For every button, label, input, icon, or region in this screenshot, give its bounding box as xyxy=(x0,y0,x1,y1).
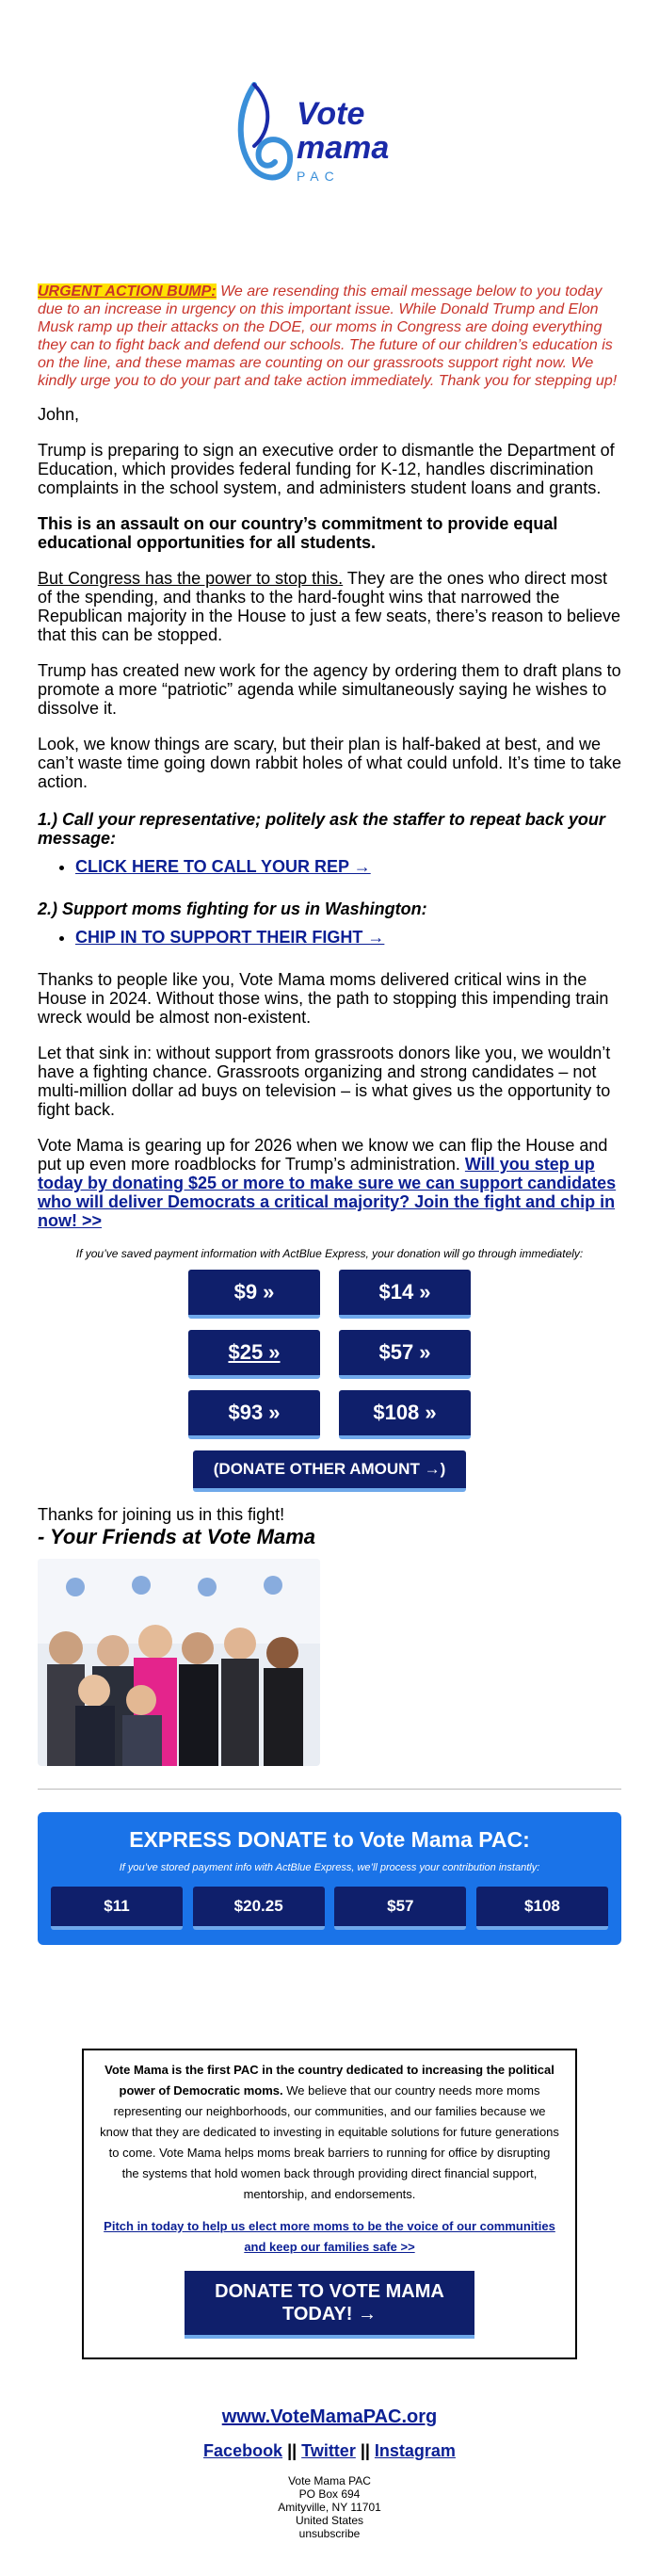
step-1-heading: 1.) Call your representative; politely ask the staffer to repeat back your message: xyxy=(38,810,605,848)
signature: - Your Friends at Vote Mama xyxy=(38,1525,316,1548)
donate-14-button[interactable]: $14 » xyxy=(339,1270,471,1319)
call-rep-link[interactable]: CLICK HERE TO CALL YOUR REP → xyxy=(75,857,371,876)
website-link[interactable]: www.VoteMamaPAC.org xyxy=(221,2406,438,2427)
address-line-2: PO Box 694 xyxy=(298,2487,361,2501)
about-lead: Vote Mama is the first PAC in the country dedicated to increasing the political power of Democratic moms. xyxy=(104,2063,555,2098)
step-2-heading: 2.) Support moms fighting for us in Washington: xyxy=(38,899,427,918)
express-donate-108-button[interactable]: $108 xyxy=(476,1887,608,1930)
urgent-text: We are resending this email message below to you today due to an increase in urgency on this important issue. While Donald Trump and Elon Musk ramp up their attacks on the DOE, our moms in Congress are doing everything they can to fight back and defend our schools. The future of our children’s education is on the line, and these mamas are counting on our grassroots support right now. We kindly urge you to do your part and take action immediately. Thank you for stepping up! xyxy=(38,284,618,389)
donate-25-button[interactable]: $25 » xyxy=(188,1330,320,1379)
express-subtitle: If you’ve stored payment info with ActBlue Express, we’ll process your contribution instantly: xyxy=(119,1862,540,1873)
pitch-in-link[interactable]: Pitch in today to help us elect more moms to be the voice of our communities and keep our families safe >> xyxy=(104,2219,555,2254)
facebook-link[interactable]: Facebook xyxy=(203,2441,283,2460)
paragraph-8-text: Vote Mama is gearing up for 2026 when we know we can flip the House and put up even more roadblocks for Trump’s administration. xyxy=(38,1136,608,1174)
social-separator-1: || xyxy=(282,2441,302,2460)
express-title: EXPRESS DONATE to Vote Mama PAC: xyxy=(129,1827,530,1852)
step-1-item xyxy=(75,857,621,877)
paragraph-3-underlined: But Congress has the power to stop this. xyxy=(38,569,344,588)
address-line-4: United States xyxy=(295,2514,364,2527)
group-photo-image xyxy=(38,1559,320,1766)
step-1-list xyxy=(38,857,621,877)
paragraph-1: Trump is preparing to sign an executive order to dismantle the Department of Education, which provides federal funding for K-12, handles discrimination complaints in the school system, and administers student loans and grants. xyxy=(38,441,615,497)
twitter-link[interactable]: Twitter xyxy=(301,2441,356,2460)
paragraph-5: Look, we know things are scary, but their plan is half-baked at best, and we can’t waste time going down rabbit holes of what could unfold. It’s time to take action. xyxy=(38,735,622,791)
express-donate-20-25-button[interactable]: $20.25 xyxy=(193,1887,325,1930)
thanks-text: Thanks for joining us in this fight! xyxy=(38,1505,285,1524)
social-links xyxy=(38,2441,621,2461)
express-donate-57-button[interactable]: $57 xyxy=(334,1887,466,1930)
express-donate-panel xyxy=(38,1812,621,1945)
email-body xyxy=(38,0,621,2568)
donate-to-vote-mama-button[interactable]: DONATE TO VOTE MAMA TODAY! → xyxy=(185,2271,474,2339)
donate-57-button[interactable]: $57 » xyxy=(339,1330,471,1379)
paragraph-4: Trump has created new work for the agency by ordering them to draft plans to promote a more “patriotic” agenda while simultaneously saying he wishes to dissolve it. xyxy=(38,661,621,718)
actblue-note: If you’ve saved payment information with ActBlue Express, your donation will go through immediately: xyxy=(75,1247,584,1260)
about-body: We believe that our country needs more moms representing our neighborhoods, our communities, and our families because we know that they are dedicated to investing in equitable solutions for future generations to come. Vote Mama helps moms break barriers to running for office by disrupting the systems that hold women back through providing direct financial support, mentorship, and endorsements. xyxy=(100,2083,559,2201)
paragraph-2: This is an assault on our country’s commitment to provide equal educational opportunities for all students. xyxy=(38,514,558,552)
donate-108-button[interactable]: $108 » xyxy=(339,1390,471,1439)
paragraph-8 xyxy=(38,1136,621,1230)
paragraph-3-rest: They are the ones who direct most of the spending, and thanks to the hard-fought wins that narrowed the Republican majority in the House to just a few seats, there’s reason to believe that this can be stopped. xyxy=(38,569,621,644)
logo-text-vote: Vote xyxy=(297,96,365,132)
unsubscribe-link[interactable]: unsubscribe xyxy=(298,2527,361,2540)
chip-in-link[interactable]: CHIP IN TO SUPPORT THEIR FIGHT → xyxy=(75,928,385,947)
donation-amount-grid xyxy=(188,1270,471,1439)
urgent-notice xyxy=(38,283,621,390)
donate-25-link[interactable]: Will you step up today by donating $25 or more to make sure we can support candidates who will deliver Democrats a critical majority? Join the fight and chip in now! >> xyxy=(38,1155,617,1230)
about-text xyxy=(99,2060,560,2205)
address-line-3: Amityville, NY 11701 xyxy=(278,2501,381,2514)
mailing-address xyxy=(38,2474,621,2540)
social-separator-2: || xyxy=(355,2441,375,2460)
paragraph-6: Thanks to people like you, Vote Mama moms delivered critical wins in the House in 2024. Without those wins, the path to stopping this impending train wreck would be almost non-existent. xyxy=(38,970,609,1027)
urgent-label: URGENT ACTION BUMP: xyxy=(38,284,217,300)
about-box xyxy=(82,2049,577,2359)
group-photo xyxy=(38,1559,320,1766)
express-amount-row xyxy=(51,1887,608,1930)
footer xyxy=(38,2406,621,2568)
greeting: John, xyxy=(38,405,80,424)
address-line-1: Vote Mama PAC xyxy=(288,2474,371,2487)
donate-9-button[interactable]: $9 » xyxy=(188,1270,320,1319)
logo xyxy=(38,0,621,188)
express-donate-11-button[interactable]: $11 xyxy=(51,1887,183,1930)
instagram-link[interactable]: Instagram xyxy=(374,2441,456,2460)
logo-text-mama: mama xyxy=(297,130,390,166)
donate-93-button[interactable]: $93 » xyxy=(188,1390,320,1439)
step-2-list xyxy=(38,928,621,948)
paragraph-3 xyxy=(38,569,621,644)
paragraph-7: Let that sink in: without support from grassroots donors like you, we wouldn’t have a fighting chance. Grassroots organizing and strong candidates – not multi-million dollar ad buys on television – is what gives us the opportunity to fight back. xyxy=(38,1044,611,1119)
vote-mama-logo-icon xyxy=(226,75,452,207)
divider xyxy=(38,1789,621,1790)
donate-other-amount-button[interactable]: (DONATE OTHER AMOUNT →) xyxy=(193,1450,466,1492)
logo-text-pac: PAC xyxy=(297,169,340,184)
step-2-item xyxy=(75,928,621,948)
